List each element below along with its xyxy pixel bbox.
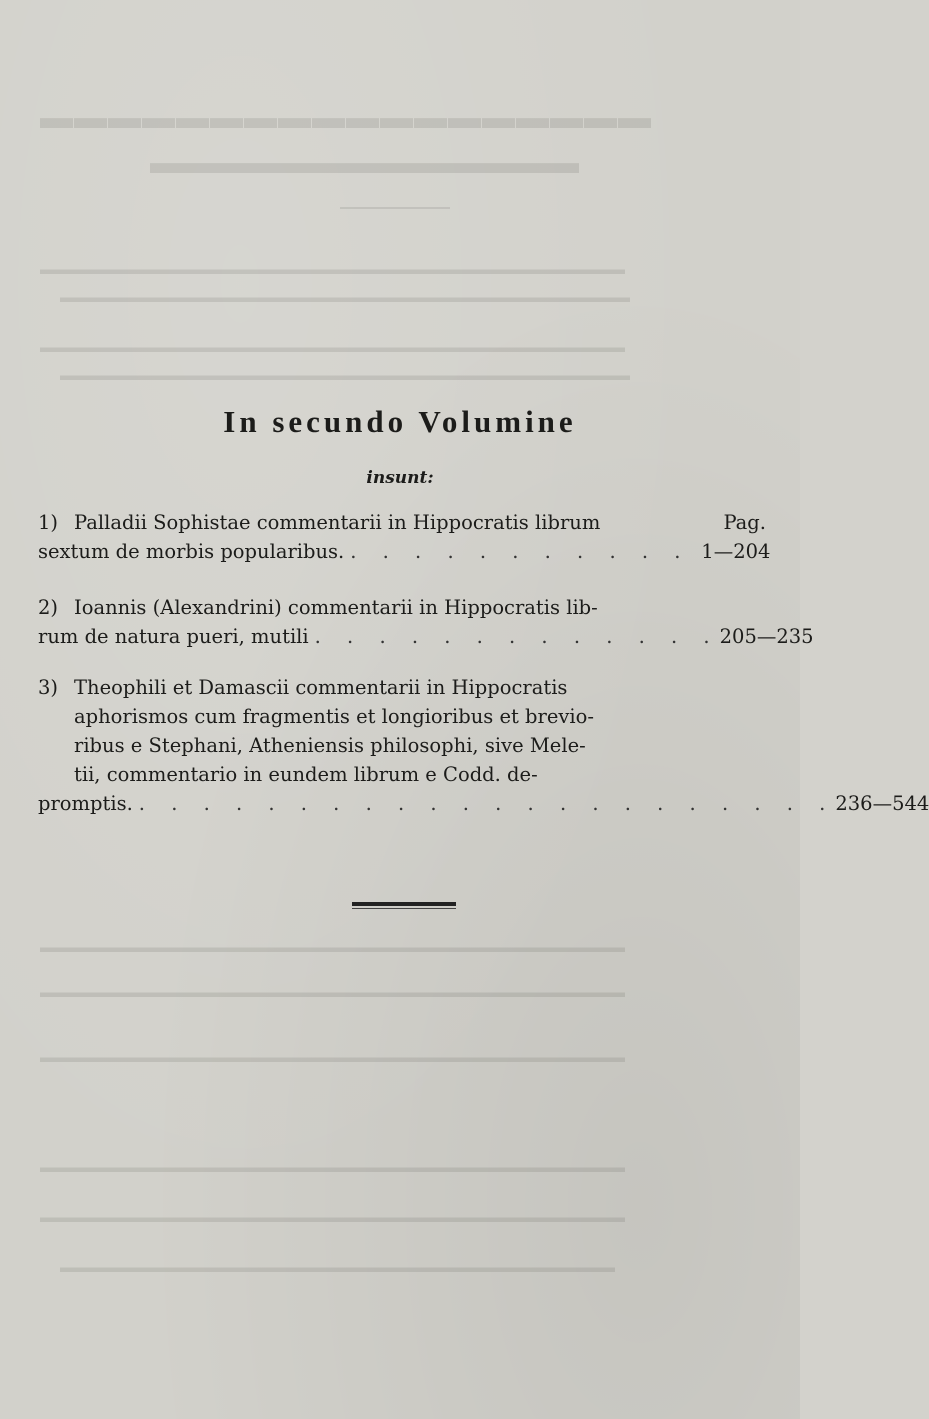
page-range: 205—235 xyxy=(719,625,814,648)
bleed-through-texture: ▬▬▬▬▬▬▬▬▬▬▬▬▬▬▬▬▬▬▬▬▬▬▬▬▬▬▬▬▬▬▬▬▬▬▬▬▬▬ xyxy=(60,290,630,306)
entry-text-line: aphorismos cum fragmentis et longioribus et brevio- xyxy=(74,705,594,728)
closing-rule-thin xyxy=(352,908,456,909)
contents-entry-2 xyxy=(38,593,814,651)
page-range: 236—544 xyxy=(835,792,929,815)
entry-text-line: rum de natura pueri, mutili xyxy=(38,625,309,648)
leader-dots: . . . . . . . . . . . xyxy=(350,540,691,563)
bleed-through-rule xyxy=(340,207,450,209)
entry-text-line: Theophili et Damascii commentarii in Hippocratis xyxy=(74,676,568,699)
closing-rule xyxy=(352,902,456,906)
entry-text-line: Palladii Sophistae commentarii in Hippocratis librum xyxy=(74,511,601,534)
bleed-through-texture: ▬▬▬▬▬▬▬▬▬▬▬▬▬▬▬▬▬▬▬▬▬▬▬▬▬▬▬▬▬▬▬▬▬▬▬▬▬▬▬ xyxy=(40,1050,625,1066)
entry-text-line: tii, commentario in eundem librum e Codd. de- xyxy=(74,763,538,786)
bleed-through-texture: ▬▬▬▬▬▬▬▬▬▬▬▬▬▬▬▬▬▬▬▬▬▬▬▬▬▬▬▬▬▬▬▬▬▬▬▬▬▬▬ xyxy=(40,1160,625,1176)
bleed-through-texture: ▬▬▬▬▬▬▬▬▬▬▬▬▬▬▬▬▬▬▬▬▬▬▬▬▬▬▬▬▬▬▬▬▬▬▬▬▬▬▬ xyxy=(40,340,625,356)
leader-dots: . . . . . . . . . . . . . . . . . . . . . . xyxy=(138,792,836,815)
bleed-through-texture: ▬▬▬▬▬▬▬▬▬▬▬▬▬▬▬▬▬▬ xyxy=(40,100,652,136)
entry-number: 1) xyxy=(38,511,59,534)
contents-entry-1 xyxy=(38,508,771,566)
entry-text-line: promptis. xyxy=(38,792,133,815)
leader-dots: . . . . . . . . . . . . . xyxy=(314,625,720,648)
bleed-through-texture: ▬▬▬▬▬▬▬▬▬▬▬▬▬▬▬▬▬▬▬▬▬▬▬▬▬▬▬▬▬▬▬▬▬▬▬▬▬▬▬ xyxy=(40,985,625,1001)
entry-text-line: ribus e Stephani, Atheniensis philosophi, sive Mele- xyxy=(74,734,586,757)
bleed-through-texture: ▬▬▬▬▬▬▬▬▬▬▬▬▬ xyxy=(150,145,579,181)
entry-number: 3) xyxy=(38,676,59,699)
bleed-through-texture: ▬▬▬▬▬▬▬▬▬▬▬▬▬▬▬▬▬▬▬▬▬▬▬▬▬▬▬▬▬▬▬▬▬▬▬▬▬▬▬ xyxy=(40,940,625,956)
entry-number: 2) xyxy=(38,596,59,619)
bleed-through-texture: ▬▬▬▬▬▬▬▬▬▬▬▬▬▬▬▬▬▬▬▬▬▬▬▬▬▬▬▬▬▬▬▬▬▬▬▬▬▬▬ xyxy=(40,262,625,278)
bleed-through-texture: ▬▬▬▬▬▬▬▬▬▬▬▬▬▬▬▬▬▬▬▬▬▬▬▬▬▬▬▬▬▬▬▬▬▬▬▬▬▬ xyxy=(60,368,630,384)
insunt-subheading: insunt: xyxy=(366,468,434,488)
bleed-through-texture: ▬▬▬▬▬▬▬▬▬▬▬▬▬▬▬▬▬▬▬▬▬▬▬▬▬▬▬▬▬▬▬▬▬▬▬▬▬▬▬ xyxy=(40,1210,625,1226)
entry-text-line: sextum de morbis popularibus. xyxy=(38,540,345,563)
bleed-through-texture: ▬▬▬▬▬▬▬▬▬▬▬▬▬▬▬▬▬▬▬▬▬▬▬▬▬▬▬▬▬▬▬▬▬▬▬▬▬ xyxy=(60,1260,615,1276)
contents-entry-3 xyxy=(38,673,929,818)
page-range: 1—204 xyxy=(701,540,771,563)
volume-heading: In secundo Volumine xyxy=(223,404,577,439)
page-label: Pag. xyxy=(723,511,766,534)
entry-text-line: Ioannis (Alexandrini) commentarii in Hippocratis lib- xyxy=(74,596,598,619)
